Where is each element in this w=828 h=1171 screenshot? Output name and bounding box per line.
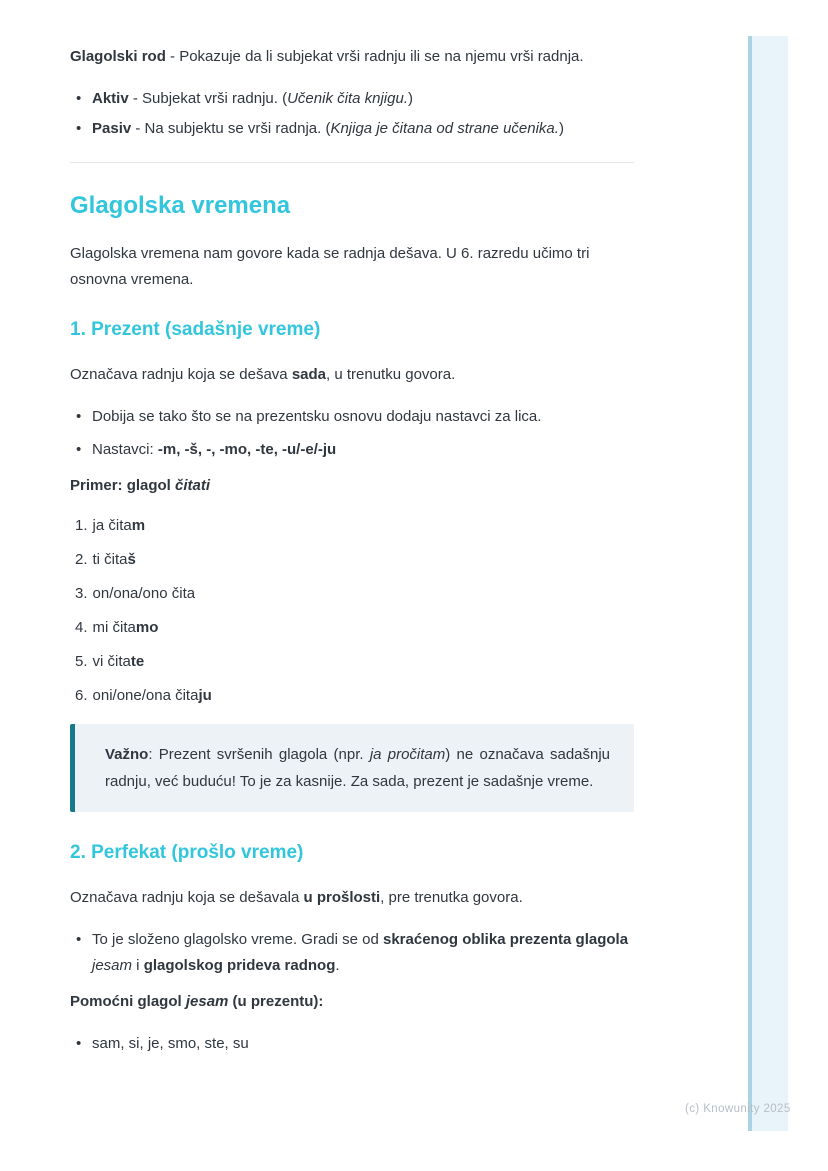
endings-values: -m, -š, -, -mo, -te, -u/-e/-ju (157, 441, 337, 458)
section-title-glagolska-vremena: Glagolska vremena (70, 192, 291, 219)
conjugation-row-2 (70, 547, 634, 573)
perfekat-desc-bold: u prošlosti (303, 889, 381, 906)
conjugation-row-4 (70, 615, 634, 641)
endings-label: Nastavci: (92, 441, 158, 458)
prezent-desc-post: , u trenutku govora. (326, 366, 456, 383)
prezent-desc-bold: sada (291, 366, 327, 383)
heading-perfekat: 2. Perfekat (prošlo vreme) (70, 842, 304, 863)
conjugation-ending: mo (135, 619, 159, 636)
helper-forms-list (70, 1031, 634, 1057)
conjugation-number: 1. (75, 517, 88, 534)
conjugation-base: vi čita (92, 653, 131, 670)
prezent-notes-list (70, 404, 634, 463)
aktiv-text: - Subjekat vrši radnju. ( (128, 90, 288, 107)
example-label: Primer: glagol (70, 477, 176, 494)
list-item-helper-forms: • sam, si, je, smo, ste, su (70, 1031, 634, 1057)
glagolska-vremena-intro: Glagolska vremena nam govore kada se radnja dešava. U 6. razredu učimo tri osnovna vremena. (70, 245, 590, 288)
callout-text-before: : Prezent svršenih glagola (npr. (148, 746, 370, 763)
pasiv-text: - Na subjektu se vrši radnja. ( (131, 120, 331, 137)
conjugation-ending: ju (198, 687, 212, 704)
term-glagolski-rod: Glagolski rod (70, 48, 166, 65)
formation-end: . (335, 957, 340, 974)
conjugation-number: 5. (75, 653, 88, 670)
formation-bold-a: skraćenog oblika prezenta glagola (382, 931, 629, 948)
formation-pre: To je složeno glagolsko vreme. Gradi se od (92, 931, 383, 948)
conjugation-base: mi čita (92, 619, 136, 636)
perfekat-desc-pre: Označava radnju koja se dešavala (70, 889, 304, 906)
conjugation-ending: m (131, 517, 146, 534)
conjugation-base: ti čita (92, 551, 128, 568)
example-verb: čitati (175, 477, 211, 494)
prezent-desc-pre: Označava radnju koja se dešava (70, 366, 292, 383)
callout-label: Važno (105, 746, 149, 763)
callout-example: ja pročitam (369, 746, 446, 763)
conjugation-ending: š (127, 551, 136, 568)
conjugation-row-5 (70, 649, 634, 675)
term-aktiv: Aktiv (92, 90, 129, 107)
conjugation-base: ja čita (92, 517, 132, 534)
perfekat-notes-list (70, 927, 634, 979)
conjugation-row-3 (70, 581, 634, 607)
prezent-description (70, 362, 634, 388)
glagolski-rod-definition-text: - Pokazuje da li subjekat vrši radnju ili se na njemu vrši radnja. (165, 48, 584, 65)
conjugation-list (70, 513, 634, 709)
formation-mid: i (132, 957, 144, 974)
helper-verb-heading (70, 989, 634, 1015)
section-divider (70, 162, 634, 163)
conjugation-base: oni/one/ona čita (92, 687, 199, 704)
perfekat-description (70, 885, 634, 911)
voice-types-list (70, 86, 634, 142)
formation-italic-jesam: jesam (92, 957, 133, 974)
page-edge-stripe (748, 36, 788, 1131)
important-callout (70, 724, 634, 812)
conjugation-base: on/ona/ono čita (92, 585, 196, 602)
aktiv-example: Učenik čita knjigu. (287, 90, 408, 107)
term-pasiv: Pasiv (92, 120, 132, 137)
formation-bold-b: glagolskog prideva radnog (143, 957, 336, 974)
conjugation-number: 4. (75, 619, 88, 636)
list-item-perfekat-formation (70, 927, 634, 979)
conjugation-row-1 (70, 513, 634, 539)
helper-verb-jesam: jesam (185, 993, 229, 1010)
document-content (70, 44, 634, 1061)
pasiv-example: Knjiga je čitana od strane učenika. (330, 120, 559, 137)
list-item-pasiv (70, 116, 634, 142)
conjugation-row-6 (70, 683, 634, 709)
conjugation-ending: te (130, 653, 145, 670)
heading-prezent: 1. Prezent (sadašnje vreme) (70, 319, 321, 340)
pasiv-close-paren: ) (558, 120, 564, 137)
conjugation-number: 3. (75, 585, 88, 602)
list-item-aktiv (70, 86, 634, 112)
list-item-endings (70, 437, 634, 463)
helper-post: (u prezentu): (228, 993, 324, 1010)
helper-pre: Pomoćni glagol (70, 993, 186, 1010)
perfekat-desc-post: , pre trenutka govora. (380, 889, 523, 906)
copyright-watermark: (c) Knowunity 2025 (685, 1103, 791, 1115)
conjugation-number: 6. (75, 687, 88, 704)
list-item-formation: • Dobija se tako što se na prezentsku osnovu dodaju nastavci za lica. (70, 404, 634, 430)
callout-text-after: ) ne označava sadašnju radnju, već buduću! To je za kasnije. Za sada, prezent je sadašnje vreme. (105, 746, 611, 790)
prezent-example-heading (70, 473, 634, 499)
glagolski-rod-definition (70, 44, 634, 70)
conjugation-number: 2. (75, 551, 88, 568)
aktiv-close-paren: ) (407, 90, 413, 107)
